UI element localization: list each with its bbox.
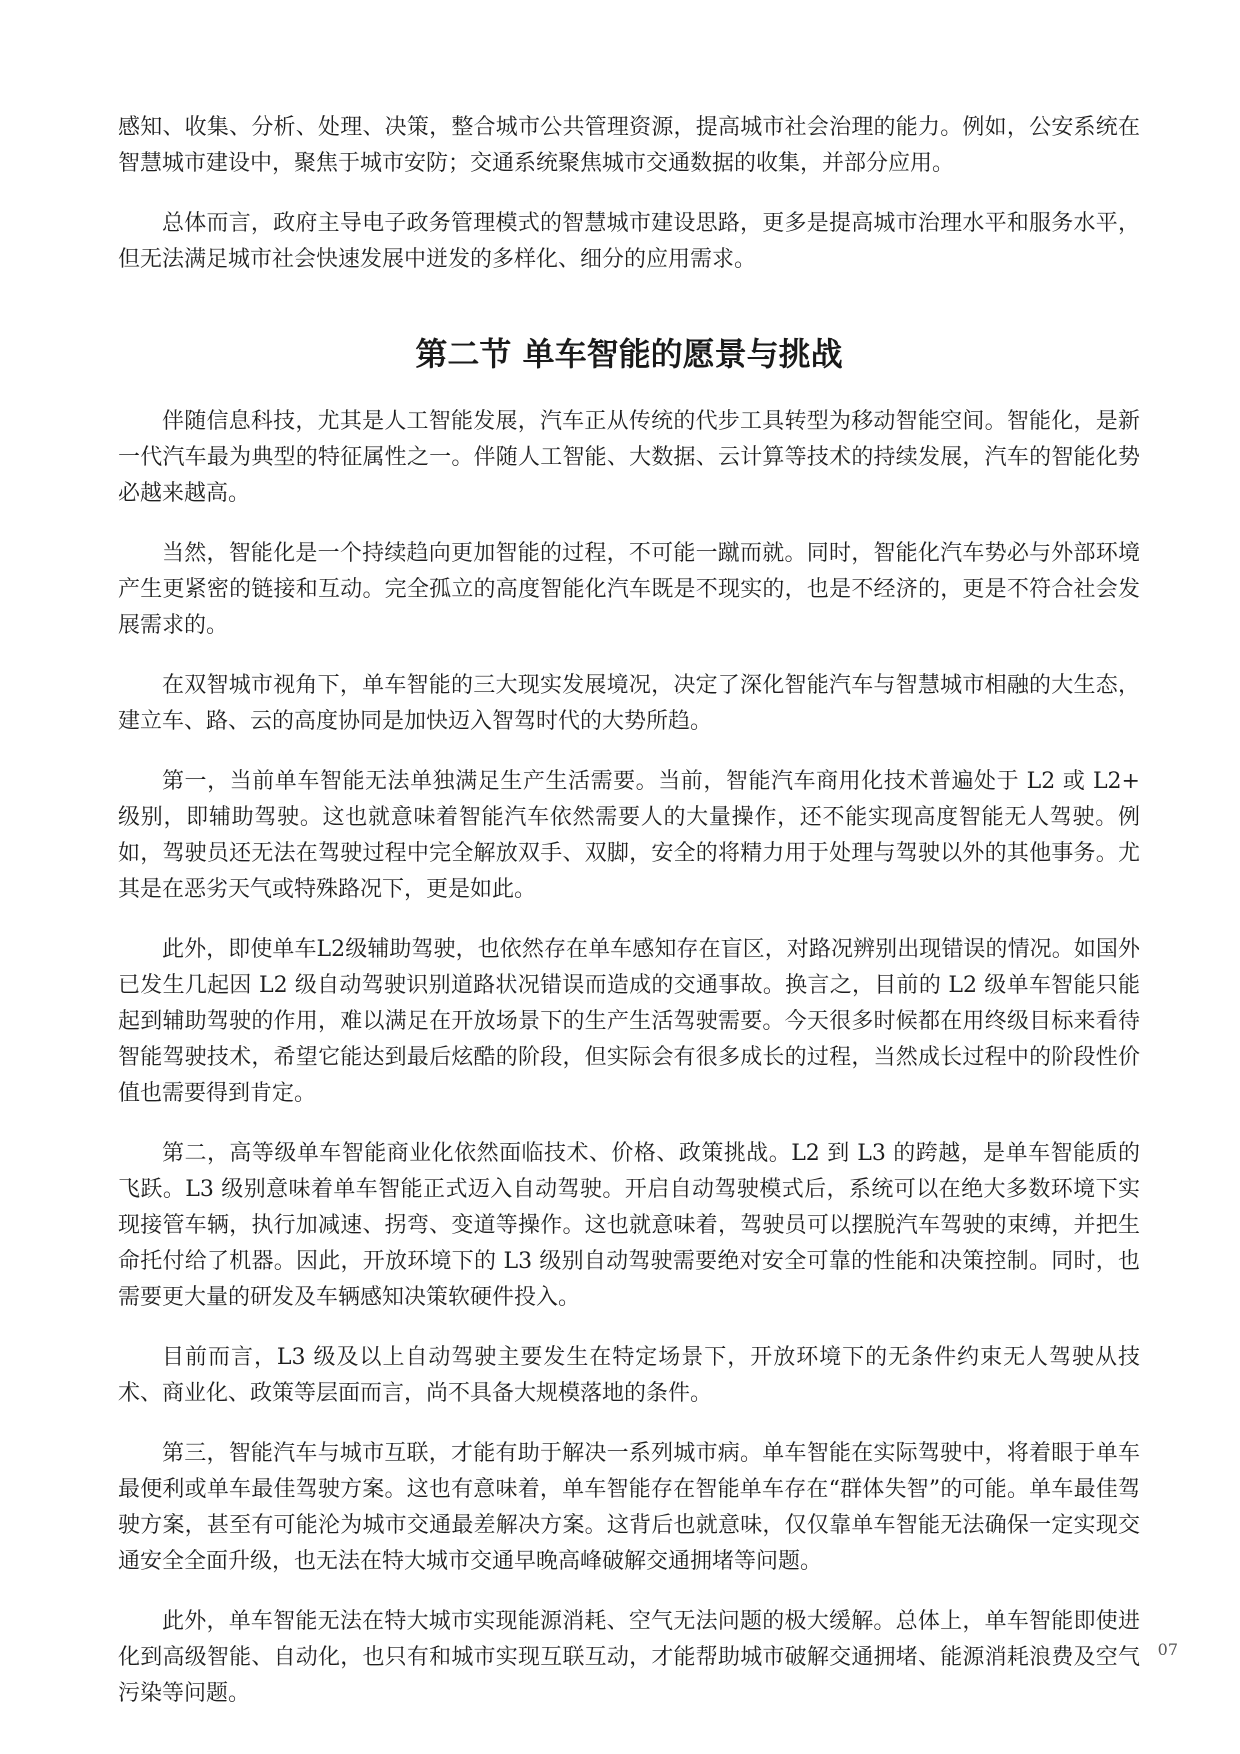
page-number: 07 xyxy=(1157,1640,1178,1659)
document-page xyxy=(118,110,1140,1736)
body-paragraph-2: 总体而言，政府主导电子政务管理模式的智慧城市建设思路，更多是提高城市治理水平和服务水平，但无法满足城市社会快速发展中迸发的多样化、细分的应用需求。 xyxy=(118,211,1140,272)
body-paragraph-9: 目前而言，L3 级及以上自动驾驶主要发生在特定场景下，开放环境下的无条件约束无人驾驶从技术、商业化、政策等层面而言，尚不具备大规模落地的条件。 xyxy=(118,1345,1140,1406)
body-paragraph-8: 第二，高等级单车智能商业化依然面临技术、价格、政策挑战。L2 到 L3 的跨越，是单车智能质的飞跃。L3 级别意味着单车智能正式迈入自动驾驶。开启自动驾驶模式后，系统可以在绝大多数环境下实现接管车辆，执行加减速、拐弯、变道等操作。这也就意味着，驾驶员可以摆脱汽车驾驶的束缚，并把生命托付给了机器。因此，开放环境下的 L3 级别自动驾驶需要绝对安全可靠的性能和决策控制。同时，也需要更大量的研发及车辆感知决策软硬件投入。 xyxy=(118,1141,1140,1310)
body-paragraph-4: 当然，智能化是一个持续趋向更加智能的过程，不可能一蹴而就。同时，智能化汽车势必与外部环境产生更紧密的链接和互动。完全孤立的高度智能化汽车既是不现实的，也是不经济的，更是不符合社会发展需求的。 xyxy=(118,541,1140,638)
section-title: 第二节 单车智能的愿景与挑战 xyxy=(415,335,843,373)
body-paragraph-1: 感知、收集、分析、处理、决策，整合城市公共管理资源，提高城市社会治理的能力。例如，公安系统在智慧城市建设中，聚焦于城市安防；交通系统聚焦城市交通数据的收集，并部分应用。 xyxy=(118,115,1140,176)
body-paragraph-6: 第一，当前单车智能无法单独满足生产生活需要。当前，智能汽车商用化技术普遍处于 L2 或 L2+ 级别，即辅助驾驶。这也就意味着智能汽车依然需要人的大量操作，还不能实现高度智能无人驾驶。例如，驾驶员还无法在驾驶过程中完全解放双手、双脚，安全的将精力用于处理与驾驶以外的其他事务。尤其是在恶劣天气或特殊路况下，更是如此。 xyxy=(118,769,1140,902)
body-paragraph-11: 此外，单车智能无法在特大城市实现能源消耗、空气无法问题的极大缓解。总体上，单车智能即使进化到高级智能、自动化，也只有和城市实现互联互动，才能帮助城市破解交通拥堵、能源消耗浪费及空气污染等问题。 xyxy=(118,1609,1140,1706)
body-paragraph-7: 此外，即使单车L2级辅助驾驶，也依然存在单车感知存在盲区，对路况辨别出现错误的情况。如国外已发生几起因 L2 级自动驾驶识别道路状况错误而造成的交通事故。换言之，目前的 L2 级单车智能只能起到辅助驾驶的作用，难以满足在开放场景下的生产生活驾驶需要。今天很多时候都在用终级目标来看待智能驾驶技术，希望它能达到最后炫酷的阶段，但实际会有很多成长的过程，当然成长过程中的阶段性价值也需要得到肯定。 xyxy=(118,937,1140,1106)
body-paragraph-10: 第三，智能汽车与城市互联，才能有助于解决一系列城市病。单车智能在实际驾驶中，将着眼于单车最便利或单车最佳驾驶方案。这也有意味着，单车智能存在智能单车存在“群体失智”的可能。单车最佳驾驶方案，甚至有可能沦为城市交通最差解决方案。这背后也就意味，仅仅靠单车智能无法确保一定实现交通安全全面升级，也无法在特大城市交通早晚高峰破解交通拥堵等问题。 xyxy=(118,1441,1140,1574)
body-paragraph-5: 在双智城市视角下，单车智能的三大现实发展境况，决定了深化智能汽车与智慧城市相融的大生态，建立车、路、云的高度协同是加快迈入智驾时代的大势所趋。 xyxy=(118,673,1140,734)
body-paragraph-3: 伴随信息科技，尤其是人工智能发展，汽车正从传统的代步工具转型为移动智能空间。智能化，是新一代汽车最为典型的特征属性之一。伴随人工智能、大数据、云计算等技术的持续发展，汽车的智能化势必越来越高。 xyxy=(118,409,1140,506)
